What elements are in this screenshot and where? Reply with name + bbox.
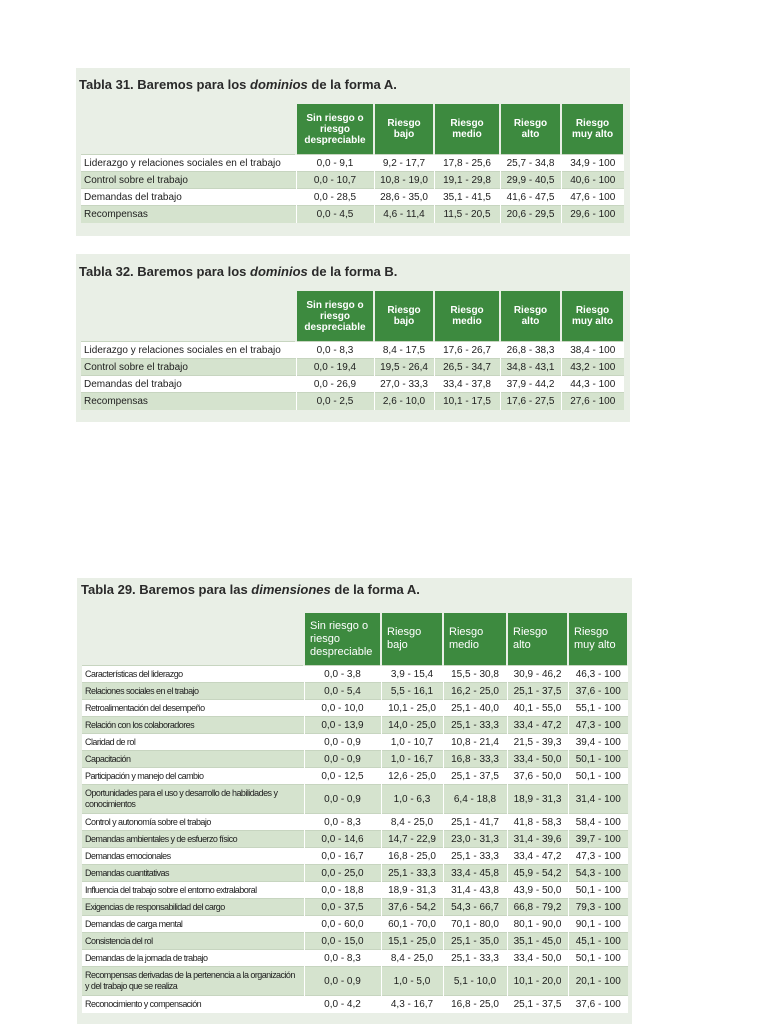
column-header-text: despreciable (310, 645, 373, 658)
range-cell: 47,3 - 100 (568, 848, 628, 865)
range-cell: 10,1 - 17,5 (434, 393, 500, 410)
table-row (82, 717, 628, 734)
range-cell: 0,0 - 60,0 (304, 916, 381, 933)
range-cell: 5,5 - 16,1 (381, 683, 443, 700)
range-cell: 12,6 - 25,0 (381, 768, 443, 785)
range-cell: 4,3 - 16,7 (381, 996, 443, 1013)
range-cell: 0,0 - 9,1 (296, 155, 374, 172)
range-cell: 34,8 - 43,1 (500, 359, 561, 376)
column-header-text: Riesgo (449, 626, 484, 638)
column-header-text: medio (452, 316, 482, 327)
column-header (374, 291, 434, 342)
range-cell: 14,7 - 22,9 (381, 831, 443, 848)
column-header (568, 613, 628, 666)
column-header-text: muy alto (571, 316, 614, 327)
range-cell: 8,4 - 25,0 (381, 950, 443, 967)
range-cell: 18,9 - 31,3 (381, 882, 443, 899)
column-header (443, 613, 507, 666)
range-cell: 43,9 - 50,0 (507, 882, 568, 899)
column-header-text: Riesgo (387, 118, 421, 129)
range-cell: 19,1 - 29,8 (434, 172, 500, 189)
range-cell: 50,1 - 100 (568, 882, 628, 899)
range-cell: 80,1 - 90,0 (507, 916, 568, 933)
table-row (82, 916, 628, 933)
column-header (374, 104, 434, 155)
range-cell: 0,0 - 25,0 (304, 865, 381, 882)
range-cell: 16,8 - 25,0 (381, 848, 443, 865)
range-cell: 39,4 - 100 (568, 734, 628, 751)
range-cell: 25,7 - 34,8 (500, 155, 561, 172)
range-cell: 31,4 - 43,8 (443, 882, 507, 899)
table-row (82, 882, 628, 899)
range-cell: 27,0 - 33,3 (374, 376, 434, 393)
range-cell: 19,5 - 26,4 (374, 359, 434, 376)
range-cell: 33,4 - 50,0 (507, 950, 568, 967)
range-cell: 0,0 - 28,5 (296, 189, 374, 206)
row-label: Demandas de carga mental (82, 916, 304, 933)
column-header (434, 291, 500, 342)
range-cell: 0,0 - 3,8 (304, 666, 381, 683)
row-label: Control y autonomía sobre el trabajo (82, 814, 304, 831)
range-cell: 27,6 - 100 (561, 393, 624, 410)
table-row (82, 899, 628, 916)
column-header (434, 104, 500, 155)
tabla-32-title (79, 264, 397, 279)
range-cell: 1,0 - 16,7 (381, 751, 443, 768)
range-cell: 10,8 - 21,4 (443, 734, 507, 751)
column-header-text: Riesgo (574, 626, 609, 638)
range-cell: 25,1 - 37,5 (507, 683, 568, 700)
range-cell: 31,4 - 39,6 (507, 831, 568, 848)
range-cell: 35,1 - 41,5 (434, 189, 500, 206)
range-cell: 20,6 - 29,5 (500, 206, 561, 223)
header-empty-cell (82, 613, 304, 666)
range-cell: 0,0 - 8,3 (304, 950, 381, 967)
range-cell: 41,6 - 47,5 (500, 189, 561, 206)
column-header-text: Riesgo (450, 305, 484, 316)
range-cell: 46,3 - 100 (568, 666, 628, 683)
range-cell: 44,3 - 100 (561, 376, 624, 393)
column-header-text: Riesgo (387, 305, 421, 316)
range-cell: 8,4 - 17,5 (374, 342, 434, 359)
range-cell: 21,5 - 39,3 (507, 734, 568, 751)
range-cell: 10,8 - 19,0 (374, 172, 434, 189)
range-cell: 0,0 - 4,5 (296, 206, 374, 223)
range-cell: 33,4 - 47,2 (507, 717, 568, 734)
row-label: Relación con los colaboradores (82, 717, 304, 734)
range-cell: 25,1 - 33,3 (443, 717, 507, 734)
table-row (82, 700, 628, 717)
row-label: Recompensas (81, 206, 296, 223)
range-cell: 17,8 - 25,6 (434, 155, 500, 172)
range-cell: 17,6 - 26,7 (434, 342, 500, 359)
header-empty-cell (81, 291, 296, 342)
range-cell: 25,1 - 37,5 (507, 996, 568, 1013)
range-cell: 45,9 - 54,2 (507, 865, 568, 882)
range-cell: 10,1 - 20,0 (507, 967, 568, 996)
column-header-text: Riesgo (387, 626, 422, 638)
column-header-text: Sin riesgo o (310, 619, 369, 632)
table-row (82, 666, 628, 683)
range-cell: 28,6 - 35,0 (374, 189, 434, 206)
range-cell: 14,0 - 25,0 (381, 717, 443, 734)
table-row (82, 734, 628, 751)
row-label: Influencia del trabajo sobre el entorno extralaboral (82, 882, 304, 899)
tabla-32-panel (76, 254, 630, 422)
range-cell: 29,6 - 100 (561, 206, 624, 223)
tabla-31 (81, 104, 625, 223)
range-cell: 11,5 - 20,5 (434, 206, 500, 223)
range-cell: 16,2 - 25,0 (443, 683, 507, 700)
row-label: Demandas de la jornada de trabajo (82, 950, 304, 967)
row-label: Recompensas (81, 393, 296, 410)
range-cell: 18,9 - 31,3 (507, 785, 568, 814)
tabla-32 (81, 291, 625, 410)
range-cell: 26,5 - 34,7 (434, 359, 500, 376)
range-cell: 0,0 - 5,4 (304, 683, 381, 700)
row-label: Demandas ambientales y de esfuerzo físico (82, 831, 304, 848)
range-cell: 15,1 - 25,0 (381, 933, 443, 950)
range-cell: 40,1 - 55,0 (507, 700, 568, 717)
range-cell: 20,1 - 100 (568, 967, 628, 996)
row-label: Demandas cuantitativas (82, 865, 304, 882)
range-cell: 1,0 - 6,3 (381, 785, 443, 814)
range-cell: 0,0 - 0,9 (304, 785, 381, 814)
range-cell: 4,6 - 11,4 (374, 206, 434, 223)
table-row (82, 751, 628, 768)
range-cell: 0,0 - 10,7 (296, 172, 374, 189)
range-cell: 66,8 - 79,2 (507, 899, 568, 916)
range-cell: 25,1 - 33,3 (443, 848, 507, 865)
range-cell: 6,4 - 18,8 (443, 785, 507, 814)
column-header (296, 104, 374, 155)
tabla-29-title (81, 582, 420, 597)
tabla-29-title-prefix: Tabla 29. Baremos para las (81, 582, 252, 597)
table-row (82, 785, 628, 814)
range-cell: 0,0 - 2,5 (296, 393, 374, 410)
range-cell: 55,1 - 100 (568, 700, 628, 717)
table-row (81, 393, 624, 410)
column-header-text: medio (452, 129, 482, 140)
range-cell: 15,5 - 30,8 (443, 666, 507, 683)
row-label: Capacitación (82, 751, 304, 768)
header-empty-cell (81, 104, 296, 155)
range-cell: 2,6 - 10,0 (374, 393, 434, 410)
range-cell: 50,1 - 100 (568, 751, 628, 768)
range-cell: 0,0 - 12,5 (304, 768, 381, 785)
column-header-text: Riesgo (513, 118, 548, 129)
range-cell: 8,4 - 25,0 (381, 814, 443, 831)
column-header-text: bajo (387, 639, 408, 651)
table-row (82, 950, 628, 967)
range-cell: 33,4 - 45,8 (443, 865, 507, 882)
column-header-text: Riesgo (513, 626, 548, 638)
table-row (82, 814, 628, 831)
range-cell: 0,0 - 18,8 (304, 882, 381, 899)
range-cell: 16,8 - 25,0 (443, 996, 507, 1013)
range-cell: 47,6 - 100 (561, 189, 624, 206)
range-cell: 25,1 - 40,0 (443, 700, 507, 717)
tabla-31-title-em: dominios (250, 77, 308, 92)
range-cell: 0,0 - 19,4 (296, 359, 374, 376)
row-label: Control sobre el trabajo (81, 172, 296, 189)
tabla-29-title-em: dimensiones (251, 582, 331, 597)
range-cell: 37,6 - 54,2 (381, 899, 443, 916)
column-header-text: Riesgo (513, 305, 548, 316)
tabla-32-title-em: dominios (250, 264, 308, 279)
range-cell: 25,1 - 35,0 (443, 933, 507, 950)
column-header-text: bajo (393, 316, 415, 327)
range-cell: 79,3 - 100 (568, 899, 628, 916)
column-header-text: muy alto (574, 639, 616, 651)
table-row (81, 342, 624, 359)
range-cell: 47,3 - 100 (568, 717, 628, 734)
range-cell: 29,9 - 40,5 (500, 172, 561, 189)
range-cell: 37,9 - 44,2 (500, 376, 561, 393)
range-cell: 38,4 - 100 (561, 342, 624, 359)
table-row (82, 967, 628, 996)
row-label: Demandas del trabajo (81, 376, 296, 393)
column-header-text: medio (449, 639, 479, 651)
column-header-text: riesgo (319, 310, 350, 322)
range-cell: 17,6 - 27,5 (500, 393, 561, 410)
range-cell: 30,9 - 46,2 (507, 666, 568, 683)
column-header-text: riesgo (319, 123, 350, 135)
range-cell: 37,6 - 50,0 (507, 768, 568, 785)
column-header (304, 613, 381, 666)
column-header-text: Sin riesgo o (306, 299, 364, 311)
range-cell: 40,6 - 100 (561, 172, 624, 189)
table-row (82, 768, 628, 785)
row-label: Retroalimentación del desempeño (82, 700, 304, 717)
tabla-31-panel (76, 68, 630, 236)
table-row (81, 172, 624, 189)
column-header (296, 291, 374, 342)
row-label: Demandas del trabajo (81, 189, 296, 206)
table-row (82, 683, 628, 700)
table-row (81, 206, 624, 223)
row-label: Oportunidades para el uso y desarrollo de habilidades y conocimientos (82, 785, 304, 814)
range-cell: 35,1 - 45,0 (507, 933, 568, 950)
range-cell: 23,0 - 31,3 (443, 831, 507, 848)
range-cell: 0,0 - 0,9 (304, 751, 381, 768)
range-cell: 58,4 - 100 (568, 814, 628, 831)
range-cell: 37,6 - 100 (568, 683, 628, 700)
tabla-29-title-suffix: de la forma A. (330, 582, 420, 597)
range-cell: 10,1 - 25,0 (381, 700, 443, 717)
range-cell: 0,0 - 16,7 (304, 848, 381, 865)
range-cell: 37,6 - 100 (568, 996, 628, 1013)
range-cell: 9,2 - 17,7 (374, 155, 434, 172)
range-cell: 0,0 - 37,5 (304, 899, 381, 916)
range-cell: 25,1 - 33,3 (381, 865, 443, 882)
range-cell: 0,0 - 0,9 (304, 734, 381, 751)
range-cell: 5,1 - 10,0 (443, 967, 507, 996)
row-label: Claridad de rol (82, 734, 304, 751)
column-header-text: despreciable (304, 321, 366, 333)
column-header-text: bajo (393, 129, 415, 140)
range-cell: 54,3 - 66,7 (443, 899, 507, 916)
range-cell: 0,0 - 14,6 (304, 831, 381, 848)
table-row (81, 376, 624, 393)
column-header-text: alto (513, 639, 531, 651)
row-label: Relaciones sociales en el trabajo (82, 683, 304, 700)
range-cell: 26,8 - 38,3 (500, 342, 561, 359)
range-cell: 25,1 - 37,5 (443, 768, 507, 785)
range-cell: 0,0 - 4,2 (304, 996, 381, 1013)
range-cell: 0,0 - 8,3 (304, 814, 381, 831)
range-cell: 1,0 - 10,7 (381, 734, 443, 751)
column-header-text: muy alto (571, 129, 614, 140)
range-cell: 33,4 - 37,8 (434, 376, 500, 393)
tabla-31-title (79, 77, 397, 92)
range-cell: 3,9 - 15,4 (381, 666, 443, 683)
row-label: Participación y manejo del cambio (82, 768, 304, 785)
table-row (82, 996, 628, 1013)
range-cell: 0,0 - 13,9 (304, 717, 381, 734)
range-cell: 60,1 - 70,0 (381, 916, 443, 933)
column-header-text: despreciable (304, 134, 366, 146)
column-header-text: Sin riesgo o (306, 112, 364, 124)
range-cell: 54,3 - 100 (568, 865, 628, 882)
column-header (500, 291, 561, 342)
range-cell: 33,4 - 47,2 (507, 848, 568, 865)
range-cell: 50,1 - 100 (568, 950, 628, 967)
row-label: Liderazgo y relaciones sociales en el trabajo (81, 155, 296, 172)
tabla-32-title-prefix: Tabla 32. Baremos para los (79, 264, 250, 279)
tabla-29-panel (77, 578, 632, 1024)
table-row (82, 831, 628, 848)
row-label: Exigencias de responsabilidad del cargo (82, 899, 304, 916)
range-cell: 0,0 - 8,3 (296, 342, 374, 359)
column-header-text: alto (521, 316, 540, 327)
range-cell: 39,7 - 100 (568, 831, 628, 848)
range-cell: 43,2 - 100 (561, 359, 624, 376)
range-cell: 33,4 - 50,0 (507, 751, 568, 768)
row-label: Control sobre el trabajo (81, 359, 296, 376)
table-row (81, 155, 624, 172)
range-cell: 50,1 - 100 (568, 768, 628, 785)
range-cell: 90,1 - 100 (568, 916, 628, 933)
row-label: Reconocimiento y compensación (82, 996, 304, 1013)
row-label: Consistencia del rol (82, 933, 304, 950)
range-cell: 25,1 - 33,3 (443, 950, 507, 967)
tabla-31-title-prefix: Tabla 31. Baremos para los (79, 77, 250, 92)
column-header (381, 613, 443, 666)
range-cell: 34,9 - 100 (561, 155, 624, 172)
range-cell: 70,1 - 80,0 (443, 916, 507, 933)
column-header-text: riesgo (310, 632, 340, 645)
column-header (561, 291, 624, 342)
row-label: Características del liderazgo (82, 666, 304, 683)
range-cell: 41,8 - 58,3 (507, 814, 568, 831)
tabla-31-title-suffix: de la forma A. (307, 77, 397, 92)
range-cell: 25,1 - 41,7 (443, 814, 507, 831)
table-row (81, 189, 624, 206)
row-label: Recompensas derivadas de la pertenencia a la organización y del trabajo que se realiza (82, 967, 304, 996)
range-cell: 0,0 - 0,9 (304, 967, 381, 996)
column-header-text: alto (521, 129, 540, 140)
range-cell: 0,0 - 10,0 (304, 700, 381, 717)
tabla-29 (82, 613, 629, 1013)
row-label: Liderazgo y relaciones sociales en el trabajo (81, 342, 296, 359)
table-row (82, 848, 628, 865)
range-cell: 16,8 - 33,3 (443, 751, 507, 768)
table-row (82, 865, 628, 882)
column-header-text: Riesgo (575, 305, 610, 316)
column-header-text: Riesgo (450, 118, 484, 129)
column-header-text: Riesgo (575, 118, 610, 129)
column-header (507, 613, 568, 666)
column-header (561, 104, 624, 155)
tabla-32-title-suffix: de la forma B. (307, 264, 398, 279)
table-row (81, 359, 624, 376)
range-cell: 31,4 - 100 (568, 785, 628, 814)
range-cell: 0,0 - 26,9 (296, 376, 374, 393)
row-label: Demandas emocionales (82, 848, 304, 865)
range-cell: 0,0 - 15,0 (304, 933, 381, 950)
column-header (500, 104, 561, 155)
range-cell: 1,0 - 5,0 (381, 967, 443, 996)
range-cell: 45,1 - 100 (568, 933, 628, 950)
table-row (82, 933, 628, 950)
